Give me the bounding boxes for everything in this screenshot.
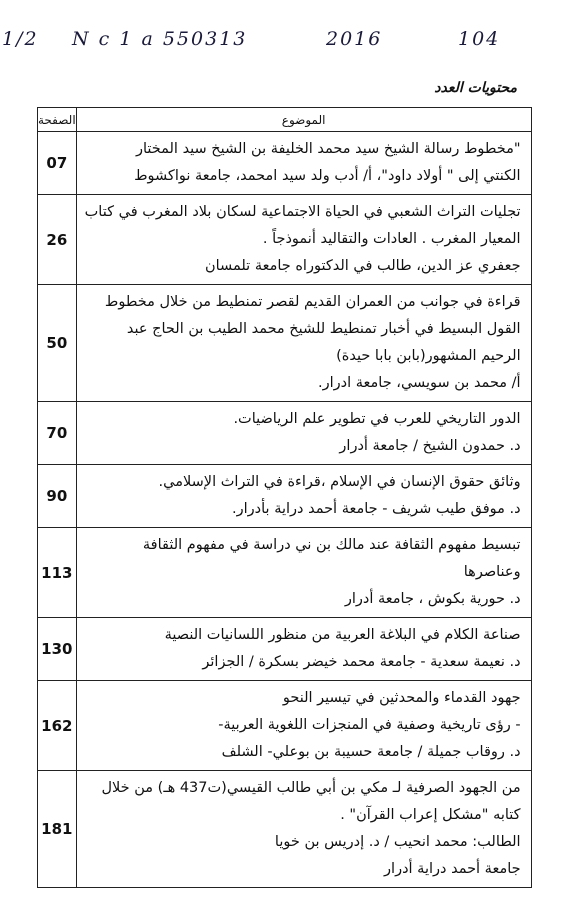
row-topic [76,195,531,285]
handwritten-page-fraction: 1/2 [2,28,39,50]
row-page-number: 50 [38,285,77,402]
row-topic [76,528,531,618]
table-row [38,465,532,528]
table-row [38,402,532,465]
row-page-number: 130 [38,618,77,681]
topic-line: د. روقاب جميلة / جامعة حسيبة بن بوعلي- الشلف [221,744,521,760]
table-body [38,132,532,888]
header-page: الصفحة [38,108,77,132]
topic-line: الدور التاريخي للعرب في تطوير علم الرياضيات. [233,411,521,427]
topic-line: تبسيط مفهوم الثقافة عند مالك بن ني دراسة في مفهوم الثقافة [142,537,521,553]
topic-line: أ/ محمد بن سويسي، جامعة ادرار. [318,375,521,391]
page-title: محتويات العدد [434,80,517,96]
row-topic [76,465,531,528]
topic-line: د. موفق طيب شريف - جامعة أحمد دراية بأدرار. [232,501,521,517]
topic-line: صناعة الكلام في البلاغة العربية من منظور اللسانيات النصية [164,627,521,643]
row-page-number: 70 [38,402,77,465]
handwritten-issue-number: 104 [458,28,501,50]
topic-line: د. نعيمة سعدية - جامعة محمد خيضر بسكرة / الجزائر [202,654,521,670]
topic-line: د. حورية بكوش ، جامعة أدرار [344,591,521,607]
table-row [38,771,532,888]
handwritten-code: N c 1 a 550313 [72,28,248,50]
topic-line: د. حمدون الشيخ / جامعة أدرار [339,438,521,454]
topic-line: - رؤى تاريخية وصفية في المنجزات اللغوية العربية- [218,717,521,733]
contents-table [37,107,532,888]
row-page-number: 26 [38,195,77,285]
header-topic: الموضوع [76,108,531,132]
row-page-number: 90 [38,465,77,528]
topic-line: تجليات التراث الشعبي في الحياة الاجتماعية لسكان بلاد المغرب في كتاب [84,204,521,220]
topic-line: جعفري عز الدين، طالب في الدكتوراه جامعة تلمسان [204,258,521,274]
table-row [38,528,532,618]
topic-line: قراءة في جوانب من العمران القديم لقصر تمنطيط من خلال مخطوط [104,294,521,310]
topic-line: القول البسيط في أخبار تمنطيط للشيخ محمد الطيب بن الحاج عبد [126,321,521,337]
topic-line: المعيار المغرب . العادات والتقاليد أنموذجاً . [262,231,521,247]
row-topic [76,132,531,195]
topic-line: الرحيم المشهور(بابن بابا حيدة) [336,348,521,364]
row-topic [76,402,531,465]
topic-line: الطالب: محمد انحيب / د. إدريس بن خويا [274,834,521,850]
table-row [38,618,532,681]
row-topic [76,771,531,888]
row-page-number: 181 [38,771,77,888]
row-page-number: 07 [38,132,77,195]
row-page-number: 113 [38,528,77,618]
topic-line: من الجهود الصرفية لـ مكي بن أبي طالب القيسي(ت437 هـ) من خلال [101,780,521,796]
table-row [38,681,532,771]
topic-line: "مخطوط رسالة الشيخ سيد محمد الخليفة بن الشيخ سيد المختار [135,141,521,157]
topic-line: وثائق حقوق الإنسان في الإسلام ،قراءة في التراث الإسلامي. [158,474,521,490]
handwritten-year: 2016 [326,28,383,50]
table-row [38,285,532,402]
topic-line: جهود القدماء والمحدثين في تيسير النحو [282,690,521,706]
row-topic [76,681,531,771]
table-header-row [38,108,532,132]
row-page-number: 162 [38,681,77,771]
topic-line: الكنتي إلى " أولاد داود"، أ/ أدب ولد سيد امحمد، جامعة نواكشوط [134,168,521,184]
topic-line: جامعة أحمد دراية أدرار [384,861,521,877]
topic-line: كتابه "مشكل إعراب القرآن" . [340,807,521,823]
row-topic [76,285,531,402]
topic-line: وعناصرها [463,564,521,580]
row-topic [76,618,531,681]
table-row [38,132,532,195]
table-row [38,195,532,285]
